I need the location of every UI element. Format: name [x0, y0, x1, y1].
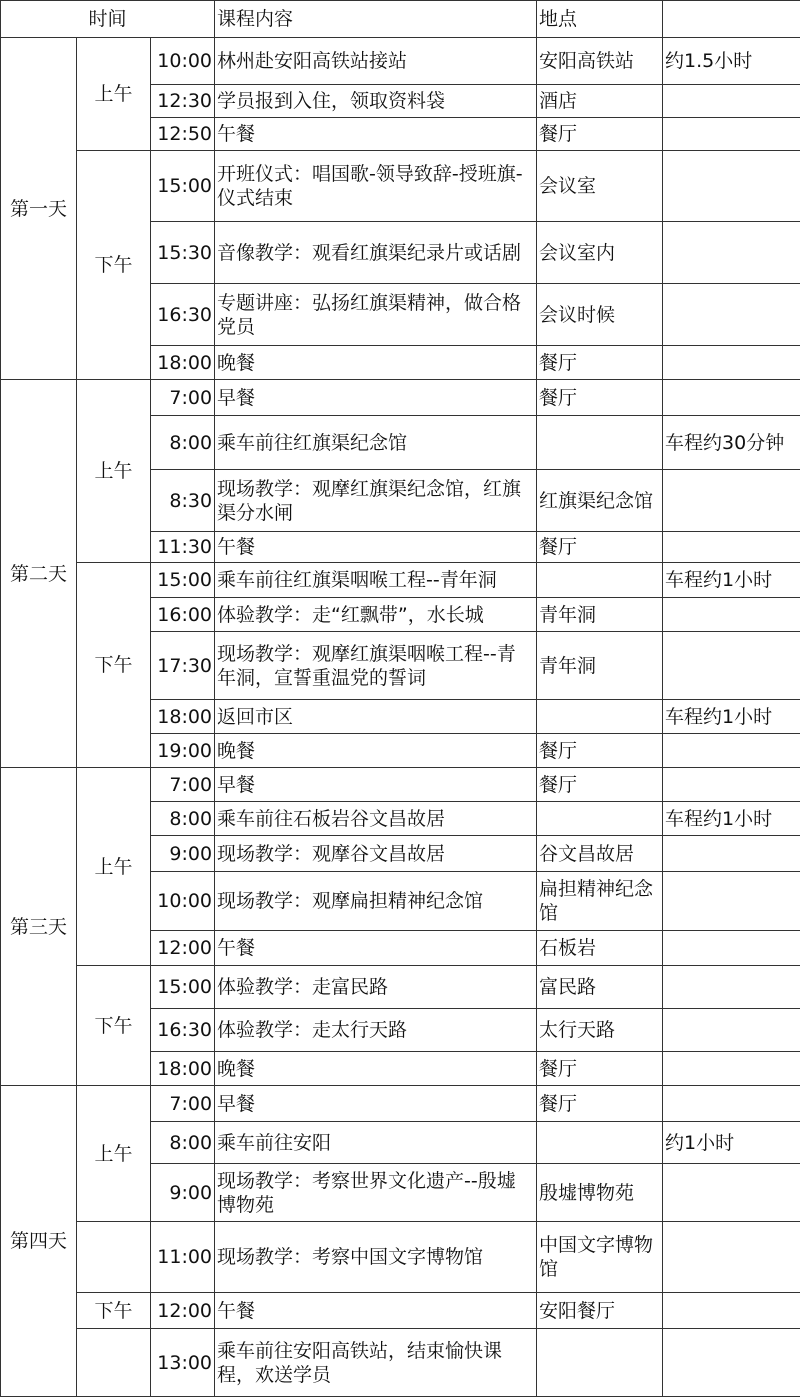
location-cell: 餐厅 [537, 1086, 663, 1122]
note-cell: 车程约1小时 [663, 802, 800, 836]
content-cell: 晚餐 [215, 734, 537, 768]
content-cell: 晚餐 [215, 346, 537, 380]
note-cell [663, 346, 800, 380]
time-cell: 7:00 [151, 1086, 215, 1122]
time-cell: 16:30 [151, 1009, 215, 1052]
note-cell [663, 768, 800, 802]
day-label: 第四天 [1, 1086, 77, 1397]
content-cell: 开班仪式：唱国歌-领导致辞-授班旗-仪式结束 [215, 151, 537, 222]
time-cell: 16:00 [151, 598, 215, 632]
note-cell [663, 872, 800, 931]
note-cell [663, 1009, 800, 1052]
time-cell: 10:00 [151, 872, 215, 931]
content-cell: 现场教学：考察世界文化遗产--殷墟博物苑 [215, 1164, 537, 1222]
content-cell: 午餐 [215, 931, 537, 966]
table-row [1, 768, 800, 802]
location-cell: 安阳高铁站 [537, 38, 663, 85]
period-label [77, 1222, 151, 1293]
time-cell: 12:00 [151, 931, 215, 966]
location-cell [537, 700, 663, 734]
period-label: 上午 [77, 38, 151, 151]
location-cell [537, 563, 663, 598]
location-cell: 红旗渠纪念馆 [537, 470, 663, 532]
time-cell: 12:30 [151, 85, 215, 118]
note-cell [663, 1293, 800, 1329]
content-cell: 专题讲座：弘扬红旗渠精神，做合格党员 [215, 284, 537, 346]
table-row [1, 1329, 800, 1397]
note-cell [663, 284, 800, 346]
note-cell [663, 632, 800, 700]
content-cell: 现场教学：观摩谷文昌故居 [215, 836, 537, 872]
table-row [1, 1086, 800, 1122]
table-row [1, 1293, 800, 1329]
period-label: 上午 [77, 768, 151, 966]
location-cell [537, 416, 663, 470]
time-cell: 18:00 [151, 1052, 215, 1086]
note-cell: 约1.5小时 [663, 38, 800, 85]
header-content: 课程内容 [215, 1, 537, 38]
note-cell [663, 1164, 800, 1222]
note-cell [663, 734, 800, 768]
content-cell: 午餐 [215, 1293, 537, 1329]
time-cell: 11:30 [151, 532, 215, 563]
time-cell: 9:00 [151, 1164, 215, 1222]
time-cell: 11:00 [151, 1222, 215, 1293]
content-cell: 乘车前往石板岩谷文昌故居 [215, 802, 537, 836]
location-cell: 餐厅 [537, 346, 663, 380]
content-cell: 午餐 [215, 118, 537, 151]
time-cell: 8:00 [151, 416, 215, 470]
location-cell: 太行天路 [537, 1009, 663, 1052]
table-row [1, 563, 800, 598]
time-cell: 8:00 [151, 802, 215, 836]
day-label: 第一天 [1, 38, 77, 380]
note-cell [663, 118, 800, 151]
content-cell: 音像教学：观看红旗渠纪录片或话剧 [215, 222, 537, 284]
note-cell [663, 1329, 800, 1397]
note-cell [663, 836, 800, 872]
time-cell: 7:00 [151, 768, 215, 802]
content-cell: 现场教学：观摩红旗渠纪念馆，红旗渠分水闸 [215, 470, 537, 532]
location-cell: 中国文字博物馆 [537, 1222, 663, 1293]
note-cell: 车程约1小时 [663, 563, 800, 598]
note-cell [663, 966, 800, 1009]
location-cell: 餐厅 [537, 118, 663, 151]
note-cell [663, 380, 800, 416]
content-cell: 现场教学：观摩红旗渠咽喉工程--青年洞，宣誓重温党的誓词 [215, 632, 537, 700]
note-cell: 约1小时 [663, 1122, 800, 1164]
content-cell: 乘车前往红旗渠纪念馆 [215, 416, 537, 470]
note-cell [663, 1052, 800, 1086]
location-cell: 谷文昌故居 [537, 836, 663, 872]
content-cell: 体验教学：走“红飘带”，水长城 [215, 598, 537, 632]
content-cell: 现场教学：观摩扁担精神纪念馆 [215, 872, 537, 931]
note-cell [663, 222, 800, 284]
period-label: 下午 [77, 151, 151, 380]
time-cell: 17:30 [151, 632, 215, 700]
content-cell: 学员报到入住，领取资料袋 [215, 85, 537, 118]
location-cell: 会议室 [537, 151, 663, 222]
content-cell: 乘车前往安阳高铁站，结束愉快课程，欢送学员 [215, 1329, 537, 1397]
table-row [1, 380, 800, 416]
location-cell: 会议室内 [537, 222, 663, 284]
note-cell [663, 470, 800, 532]
content-cell: 乘车前往红旗渠咽喉工程--青年洞 [215, 563, 537, 598]
note-cell [663, 1222, 800, 1293]
location-cell: 餐厅 [537, 734, 663, 768]
location-cell [537, 1329, 663, 1397]
time-cell: 15:30 [151, 222, 215, 284]
time-cell: 10:00 [151, 38, 215, 85]
time-cell: 8:30 [151, 470, 215, 532]
content-cell: 乘车前往安阳 [215, 1122, 537, 1164]
location-cell: 青年洞 [537, 598, 663, 632]
header-location: 地点 [537, 1, 663, 38]
content-cell: 早餐 [215, 768, 537, 802]
period-label: 下午 [77, 1293, 151, 1329]
period-label: 上午 [77, 1086, 151, 1222]
location-cell: 安阳餐厅 [537, 1293, 663, 1329]
time-cell: 16:30 [151, 284, 215, 346]
content-cell: 现场教学：考察中国文字博物馆 [215, 1222, 537, 1293]
table-row [1, 38, 800, 85]
period-label [77, 1329, 151, 1397]
note-cell: 车程约1小时 [663, 700, 800, 734]
content-cell: 晚餐 [215, 1052, 537, 1086]
time-cell: 7:00 [151, 380, 215, 416]
content-cell: 午餐 [215, 532, 537, 563]
location-cell: 酒店 [537, 85, 663, 118]
content-cell: 早餐 [215, 1086, 537, 1122]
note-cell [663, 931, 800, 966]
location-cell: 石板岩 [537, 931, 663, 966]
header-row [1, 1, 800, 38]
time-cell: 18:00 [151, 700, 215, 734]
time-cell: 12:00 [151, 1293, 215, 1329]
location-cell: 会议时候 [537, 284, 663, 346]
note-cell: 车程约30分钟 [663, 416, 800, 470]
table-row [1, 966, 800, 1009]
note-cell [663, 151, 800, 222]
location-cell: 殷墟博物苑 [537, 1164, 663, 1222]
note-cell [663, 1086, 800, 1122]
table-row [1, 1222, 800, 1293]
content-cell: 体验教学：走太行天路 [215, 1009, 537, 1052]
header-note [663, 1, 800, 38]
note-cell [663, 598, 800, 632]
location-cell: 餐厅 [537, 532, 663, 563]
header-time: 时间 [1, 1, 215, 38]
time-cell: 18:00 [151, 346, 215, 380]
location-cell: 餐厅 [537, 380, 663, 416]
schedule-body [1, 38, 800, 1397]
note-cell [663, 85, 800, 118]
time-cell: 19:00 [151, 734, 215, 768]
table-row [1, 151, 800, 222]
time-cell: 15:00 [151, 563, 215, 598]
period-label: 下午 [77, 966, 151, 1086]
time-cell: 12:50 [151, 118, 215, 151]
location-cell: 餐厅 [537, 1052, 663, 1086]
time-cell: 15:00 [151, 966, 215, 1009]
day-label: 第三天 [1, 768, 77, 1086]
location-cell: 富民路 [537, 966, 663, 1009]
content-cell: 体验教学：走富民路 [215, 966, 537, 1009]
period-label: 上午 [77, 380, 151, 563]
location-cell: 青年洞 [537, 632, 663, 700]
time-cell: 9:00 [151, 836, 215, 872]
time-cell: 13:00 [151, 1329, 215, 1397]
day-label: 第二天 [1, 380, 77, 768]
content-cell: 早餐 [215, 380, 537, 416]
period-label: 下午 [77, 563, 151, 768]
time-cell: 15:00 [151, 151, 215, 222]
location-cell: 扁担精神纪念馆 [537, 872, 663, 931]
location-cell: 餐厅 [537, 768, 663, 802]
location-cell [537, 1122, 663, 1164]
time-cell: 8:00 [151, 1122, 215, 1164]
location-cell [537, 802, 663, 836]
content-cell: 返回市区 [215, 700, 537, 734]
content-cell: 林州赴安阳高铁站接站 [215, 38, 537, 85]
note-cell [663, 532, 800, 563]
